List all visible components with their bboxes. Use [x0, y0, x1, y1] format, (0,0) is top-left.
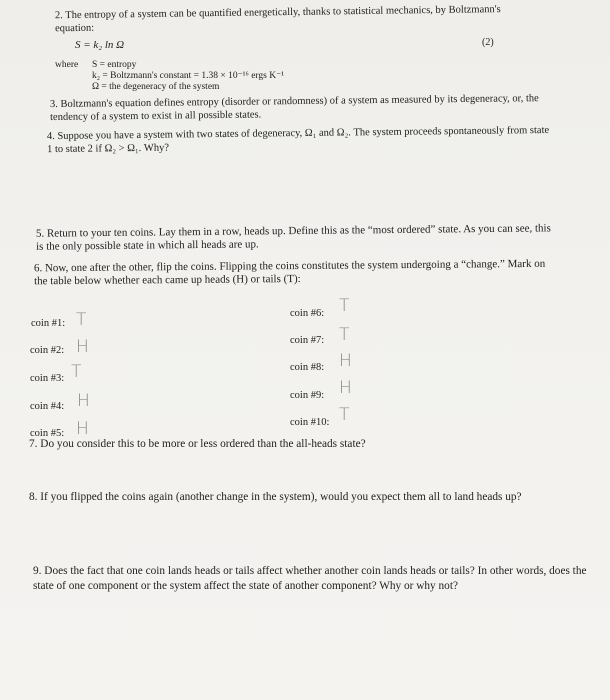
- coin-3-label: coin #3:: [30, 373, 65, 384]
- question-6-text: 6. Now, one after the other, flip the coins. Flipping the coins constitutes the system undergoing a “change.” Mark on the table below whether each came up heads (H) or tails (T):: [33, 257, 546, 288]
- definition-degeneracy: Ω = the degeneracy of the system: [92, 82, 220, 92]
- coin-1-mark[interactable]: T: [76, 310, 87, 330]
- coin-7-label: coin #7:: [290, 335, 325, 346]
- coin-8-mark[interactable]: H: [339, 351, 352, 371]
- definition-boltzmann-constant: k₂ = Boltzmann's constant = 1.38 × 10⁻¹⁶ ergs K⁻¹: [92, 71, 284, 81]
- coin-4-label: coin #4:: [30, 401, 65, 412]
- question-7-text: 7. Do you consider this to be more or less ordered than the all-heads state?: [29, 438, 366, 450]
- question-9-text: 9. Does the fact that one coin lands heads or tails affect whether another coin lands heads or tails? In other words, does the state of one component or the system affect the state of another component? Why or why not?: [33, 565, 587, 592]
- coin-10-mark[interactable]: T: [339, 405, 350, 425]
- coin-1-label: coin #1:: [31, 318, 66, 329]
- where-label: where: [55, 60, 79, 70]
- coin-3-mark[interactable]: T: [71, 362, 82, 382]
- equation-number: (2): [482, 37, 494, 48]
- coin-5-mark[interactable]: H: [76, 419, 89, 439]
- coin-9-label: coin #9:: [290, 390, 325, 401]
- coin-9-mark[interactable]: H: [339, 378, 352, 398]
- coin-7-mark[interactable]: T: [339, 325, 350, 345]
- coin-6-label: coin #6:: [290, 308, 325, 319]
- question-8-text: 8. If you flipped the coins again (another change in the system), would you expect them all to land heads up?: [29, 491, 522, 503]
- definition-entropy: S = entropy: [92, 60, 137, 70]
- coin-10-label: coin #10:: [290, 417, 330, 428]
- coin-6-mark[interactable]: T: [339, 296, 350, 316]
- coin-2-label: coin #2:: [30, 345, 65, 356]
- boltzmann-equation: S = k₂ ln Ω: [75, 39, 125, 51]
- question-4-text: 4. Suppose you have a system with two states of degeneracy, Ω₁ and Ω₂. The system proceeds spontaneously from state 1 to state 2 if Ω₂ > Ω₁. Why?: [46, 124, 550, 156]
- coin-2-mark[interactable]: H: [76, 337, 89, 357]
- question-5-text: 5. Return to your ten coins. Lay them in a row, heads up. Define this as the “most ordered” state. As you can see, this is the only possible state in which all heads are up.: [35, 222, 551, 253]
- question-3-text: 3. Boltzmann's equation defines entropy (disorder or randomness) of a system as measured by its degeneracy, or, the tendency of a system to exist in all possible states.: [49, 93, 539, 124]
- coin-4-mark[interactable]: H: [77, 391, 90, 411]
- question-2-text: 2. The entropy of a system can be quantified energetically, thanks to statistical mechanics, by Boltzmann's equation:: [54, 4, 501, 35]
- coin-5-label: coin #5:: [30, 428, 65, 439]
- coin-8-label: coin #8:: [290, 362, 325, 373]
